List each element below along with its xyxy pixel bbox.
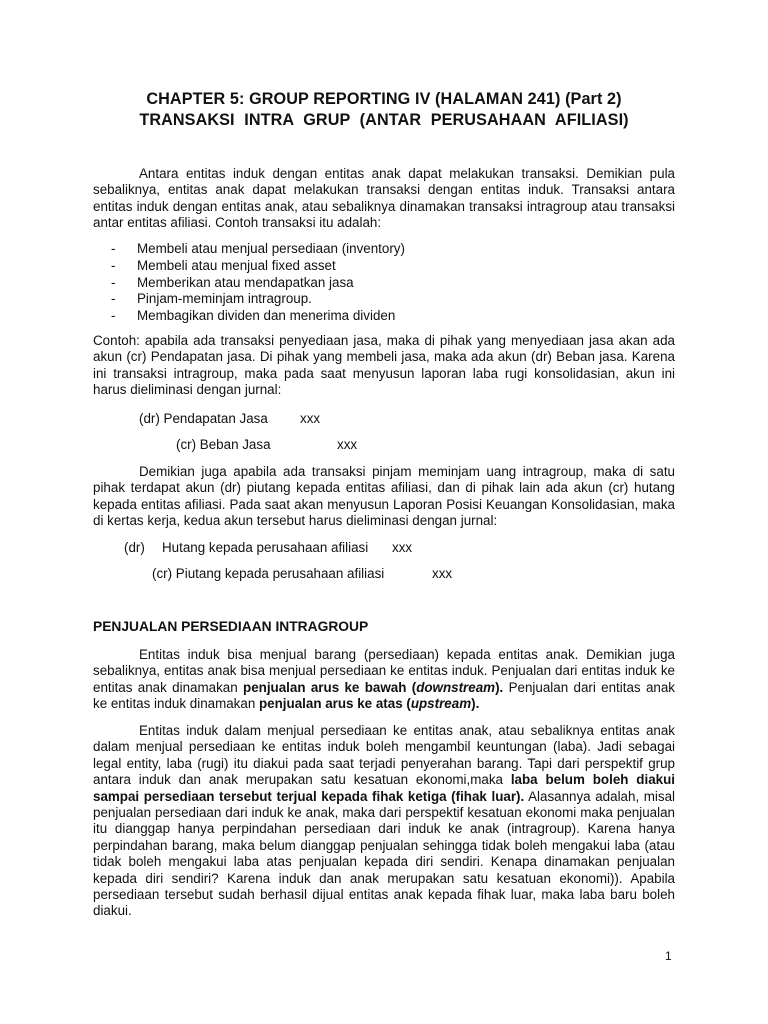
journal-credit-amount: xxx — [337, 437, 358, 452]
journal-credit-account: (cr) Piutang kepada perusahaan afiliasi — [152, 566, 385, 581]
bullet-marker: - — [111, 275, 116, 290]
section-heading: PENJUALAN PERSEDIAAN INTRAGROUP — [93, 619, 369, 634]
page-number: 1 — [665, 949, 672, 963]
text-run: Penjualan dari entitas anak ke entitas induk dinamakan — [93, 679, 675, 712]
text-run: ). — [471, 696, 480, 712]
text-run: Entitas induk dalam menjual persediaan ke entitas anak, atau sebaliknya entitas anak dalam menjual persediaan ke entitas induk boleh mengambil keuntungan (laba). Jadi sebagai legal entity, laba (rugi) itu diakui pada saat terjadi penyerahan barang. Tapi dari perspektif grup antara induk dan anak merupakan satu kesatuan ekonomi,maka — [93, 723, 675, 788]
bullet-marker: - — [111, 241, 116, 256]
italic-term: downstream — [416, 679, 496, 695]
journal-debit-amount: xxx — [300, 411, 321, 426]
bullet-text: Membagikan dividen dan menerima dividen — [137, 308, 396, 323]
journal-debit-amount: xxx — [392, 540, 413, 555]
intro-paragraph: Antara entitas induk dengan entitas anak dapat melakukan transaksi. Demikian pula sebaliknya, entitas anak dapat melakukan transaksi dengan entitas induk. Transaksi antara entitas induk dengan entitas anak, atau sebaliknya dinamakan transaksi intragroup atau transaksi antar entitas afiliasi. Contoh transaksi itu adalah: — [93, 166, 675, 231]
bold-text — [243, 680, 503, 695]
section-paragraph-1 — [93, 647, 675, 713]
bullet-marker: - — [111, 308, 116, 323]
chapter-title: CHAPTER 5: GROUP REPORTING IV (HALAMAN 241) (Part 2) — [146, 90, 622, 108]
journal-debit-account: (dr) Pendapatan Jasa — [139, 411, 268, 426]
section-paragraph-2 — [93, 723, 675, 920]
text-run: penjualan arus ke atas ( — [259, 696, 411, 712]
text-run: Entitas induk bisa menjual barang (persediaan) kepada entitas anak. Demikian juga sebaliknya, entitas anak bisa menjual persediaan ke entitas induk. Penjualan dari entitas induk ke entitas anak dinamakan — [93, 647, 675, 695]
text-run: Alasannya adalah, misal penjualan persediaan dari induk ke anak, maka dari perspektif kesatuan ekonomi maka penjualan itu dianggap hanya perpindahan persediaan dari induk ke anak (intragroup). Karena hanya perpindahan barang, maka belum dianggap penjualan sehingga tidak boleh mengakui laba (atau tidak boleh mengakui laba atas penjualan kepada diri sendiri. Kenapa dinamakan penjualan kepada diri sendiri? Karena induk dan anak merupakan satu kesatuan ekonomi)). Apabila persediaan tersebut sudah berhasil dijual entitas anak kepada fihak luar, maka laba baru boleh diakui. — [93, 788, 676, 919]
text-run: penjualan arus ke bawah ( — [243, 679, 417, 695]
bullet-text: Memberikan atau mendapatkan jasa — [137, 275, 354, 290]
bold-text — [259, 696, 479, 711]
chapter-subtitle: TRANSAKSI INTRA GRUP (ANTAR PERUSAHAAN AFILIASI) — [139, 111, 629, 129]
example-paragraph: Contoh: apabila ada transaksi penyediaan jasa, maka di pihak yang menyediaan jasa akan ada akun (cr) Pendapatan jasa. Di pihak yang membeli jasa, maka ada akun (dr) Beban jasa. Karena ini transaksi intragroup, maka pada saat menyusun laporan laba rugi konsolidasian, akun ini harus dieliminasi dengan jurnal: — [93, 333, 675, 398]
journal-credit-account: (cr) Beban Jasa — [176, 437, 271, 452]
text-run: ). — [495, 679, 504, 695]
journal-debit-account: Hutang kepada perusahaan afiliasi — [162, 540, 369, 555]
journal-debit-tag: (dr) — [124, 540, 145, 555]
bold-text: laba belum boleh diakui sampai persediaan tersebut terjual kepada fihak ketiga (fihak luar). — [93, 772, 675, 804]
bullet-text: Membeli atau menjual persediaan (inventory) — [137, 241, 405, 256]
bullet-text: Membeli atau menjual fixed asset — [137, 258, 336, 273]
bullet-marker: - — [111, 291, 116, 306]
journal-credit-amount: xxx — [432, 566, 453, 581]
italic-term: upstream — [410, 696, 472, 712]
loan-paragraph: Demikian juga apabila ada transaksi pinjam meminjam uang intragroup, maka di satu pihak terdapat akun (dr) piutang kepada entitas afiliasi, dan di pihak lain ada akun (cr) hutang kepada entitas afiliasi. Pada saat akan menyusun Laporan Posisi Keuangan Konsolidasian, maka di kertas kerja, kedua akun tersebut harus dieliminasi dengan jurnal: — [93, 464, 675, 529]
bullet-marker: - — [111, 258, 116, 273]
bullet-text: Pinjam-meminjam intragroup. — [137, 291, 312, 306]
